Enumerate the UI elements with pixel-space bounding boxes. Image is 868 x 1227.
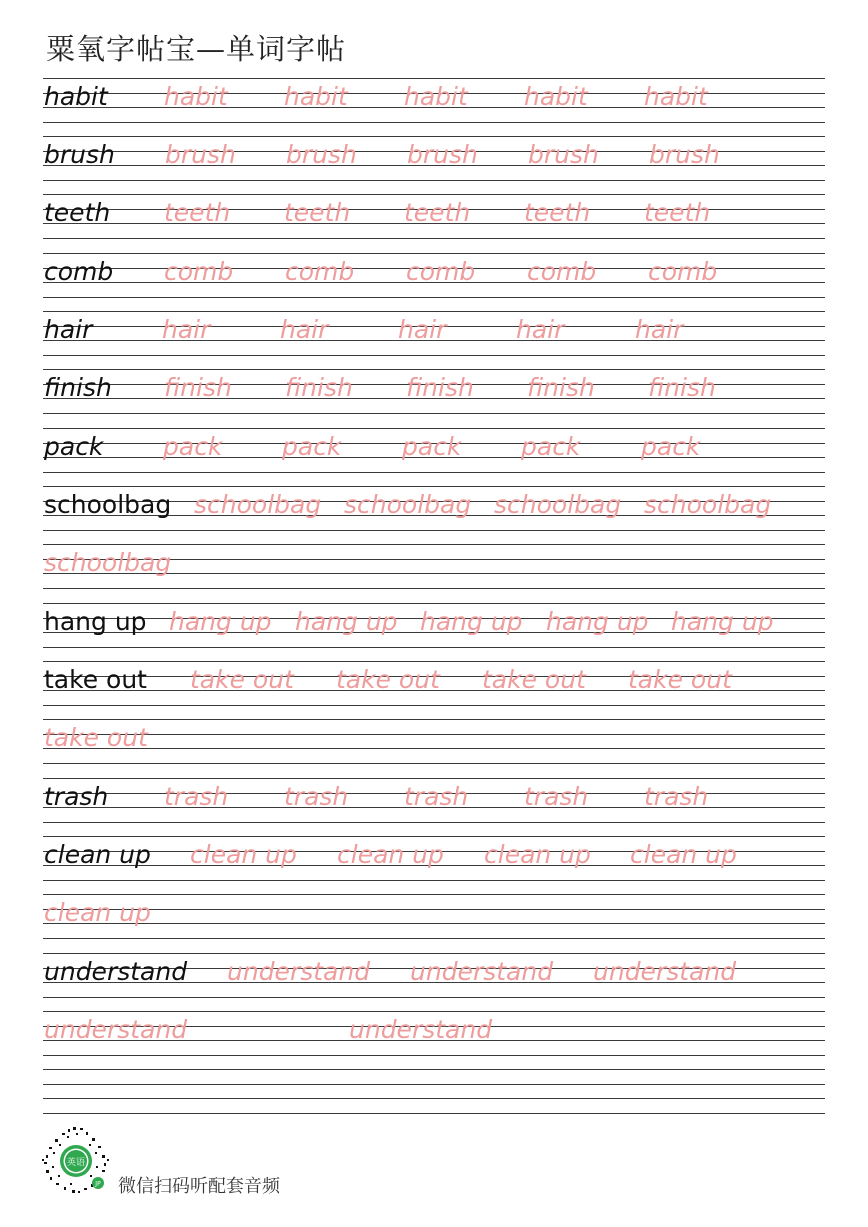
practice-row	[43, 486, 825, 530]
practice-row	[43, 311, 825, 355]
trace-word: hang up	[671, 607, 774, 636]
trace-word: schoolbag	[194, 490, 322, 519]
trace-word: trash	[644, 782, 709, 811]
trace-word: brush	[649, 140, 720, 169]
trace-word: understand	[593, 957, 737, 986]
trace-word: trash	[524, 782, 589, 811]
trace-word: hair	[162, 315, 211, 344]
trace-word: clean up	[484, 840, 591, 869]
page-title: 粟氧字帖宝—单词字帖	[46, 32, 347, 66]
trace-word: comb	[285, 257, 355, 286]
trace-word: teeth	[404, 198, 471, 227]
practice-row	[43, 136, 825, 180]
trace-word: take out	[44, 723, 148, 752]
practice-row	[43, 78, 825, 122]
trace-word: comb	[406, 257, 476, 286]
practice-word: habit	[44, 82, 108, 111]
trace-word: habit	[404, 82, 468, 111]
trace-word: finish	[527, 373, 595, 402]
trace-word: clean up	[630, 840, 737, 869]
practice-word: understand	[44, 957, 188, 986]
practice-row	[43, 428, 825, 472]
practice-word: hang up	[44, 607, 147, 636]
practice-row	[43, 719, 825, 763]
trace-word: take out	[482, 665, 586, 694]
trace-word: pack	[402, 432, 462, 461]
practice-word: take out	[44, 665, 147, 694]
trace-word: schoolbag	[644, 490, 772, 519]
practice-row	[43, 253, 825, 297]
trace-word: brush	[286, 140, 357, 169]
trace-word: habit	[644, 82, 708, 111]
trace-word: schoolbag	[344, 490, 472, 519]
trace-word: schoolbag	[494, 490, 622, 519]
trace-word: brush	[165, 140, 236, 169]
trace-word: hair	[398, 315, 447, 344]
practice-row	[43, 194, 825, 238]
practice-word: hair	[44, 315, 93, 344]
trace-word: pack	[282, 432, 342, 461]
trace-word: clean up	[44, 898, 151, 927]
trace-word: finish	[648, 373, 716, 402]
trace-word: finish	[164, 373, 232, 402]
trace-word: teeth	[524, 198, 591, 227]
trace-word: finish	[285, 373, 353, 402]
trace-word: understand	[349, 1015, 493, 1044]
trace-word: hang up	[169, 607, 272, 636]
trace-word: habit	[164, 82, 228, 111]
practice-word: comb	[44, 257, 114, 286]
trace-word: brush	[407, 140, 478, 169]
footer-caption: 微信扫码听配套音频	[118, 1176, 280, 1197]
footer	[40, 1125, 440, 1205]
trace-word: understand	[44, 1015, 188, 1044]
trace-word: habit	[284, 82, 348, 111]
practice-row	[43, 1011, 825, 1055]
trace-word: pack	[521, 432, 581, 461]
practice-word: clean up	[44, 840, 151, 869]
trace-word: schoolbag	[44, 548, 172, 577]
trace-word: trash	[164, 782, 229, 811]
trace-word: teeth	[644, 198, 711, 227]
practice-word: teeth	[44, 198, 111, 227]
practice-row	[43, 603, 825, 647]
trace-word: finish	[406, 373, 474, 402]
practice-row	[43, 836, 825, 880]
qr-corner-label: JP	[95, 1180, 101, 1188]
trace-word: take out	[336, 665, 440, 694]
qr-badge-label: 英语	[66, 1158, 86, 1168]
trace-word: hair	[635, 315, 684, 344]
trace-word: clean up	[337, 840, 444, 869]
practice-row	[43, 778, 825, 822]
trace-word: comb	[648, 257, 718, 286]
practice-word: brush	[44, 140, 115, 169]
trace-word: hang up	[295, 607, 398, 636]
practice-word: schoolbag	[44, 490, 172, 519]
trace-word: hang up	[546, 607, 649, 636]
trace-word: understand	[410, 957, 554, 986]
practice-word: finish	[44, 373, 112, 402]
practice-row	[43, 661, 825, 705]
trace-word: hair	[516, 315, 565, 344]
trace-word: comb	[527, 257, 597, 286]
trace-word: teeth	[164, 198, 231, 227]
practice-word: trash	[44, 782, 109, 811]
practice-row-blank	[43, 1069, 825, 1113]
trace-word: trash	[284, 782, 349, 811]
practice-row	[43, 953, 825, 997]
trace-word: comb	[164, 257, 234, 286]
trace-word: clean up	[190, 840, 297, 869]
trace-word: hair	[280, 315, 329, 344]
trace-word: pack	[163, 432, 223, 461]
trace-word: pack	[641, 432, 701, 461]
trace-word: trash	[404, 782, 469, 811]
practice-row	[43, 369, 825, 413]
trace-word: take out	[190, 665, 294, 694]
trace-word: take out	[628, 665, 732, 694]
trace-word: brush	[528, 140, 599, 169]
practice-row	[43, 894, 825, 938]
practice-row	[43, 544, 825, 588]
trace-word: teeth	[284, 198, 351, 227]
trace-word: understand	[227, 957, 371, 986]
qr-code-icon[interactable]	[40, 1125, 112, 1197]
trace-word: habit	[524, 82, 588, 111]
trace-word: hang up	[420, 607, 523, 636]
practice-word: pack	[44, 432, 104, 461]
